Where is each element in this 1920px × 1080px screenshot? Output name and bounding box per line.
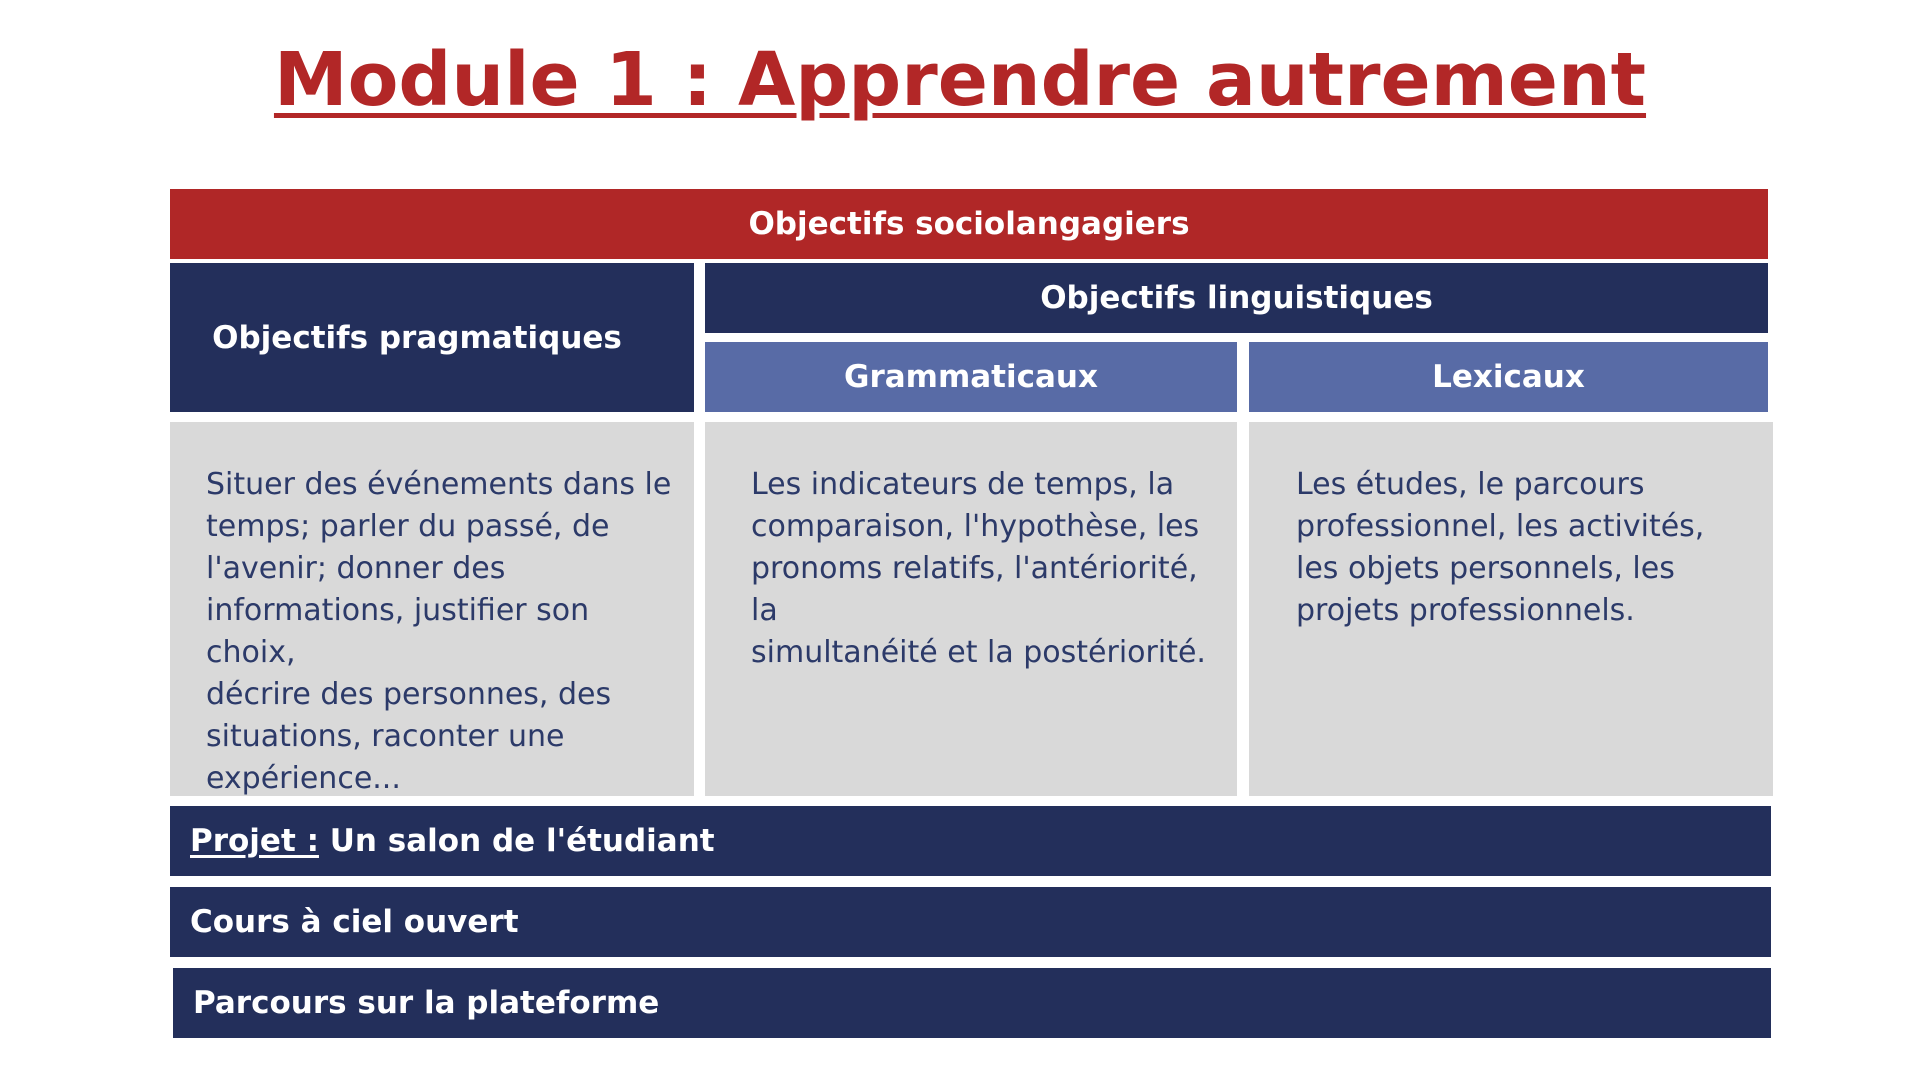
header-objectifs-sociolangagiers: Objectifs sociolangagiers bbox=[170, 189, 1768, 259]
cell-grammaticaux bbox=[705, 422, 1237, 796]
cell-line: temps; parler du passé, de bbox=[206, 509, 610, 544]
cours-bar: Cours à ciel ouvert bbox=[170, 887, 1771, 957]
parcours-bar: Parcours sur la plateforme bbox=[173, 968, 1771, 1038]
cell-line: professionnel, les activités, bbox=[1296, 509, 1705, 544]
cell-line: situations, raconter une bbox=[206, 719, 565, 754]
cell-line: informations, justifier son choix, bbox=[206, 593, 590, 670]
header-grammaticaux: Grammaticaux bbox=[705, 342, 1237, 412]
header-objectifs-pragmatiques: Objectifs pragmatiques bbox=[170, 263, 694, 412]
cell-line: Les études, le parcours bbox=[1296, 467, 1645, 502]
cell-line: comparaison, l'hypothèse, les bbox=[751, 509, 1200, 544]
cell-line: projets professionnels. bbox=[1296, 593, 1635, 628]
projet-label: Projet : bbox=[190, 823, 319, 859]
cell-line: Les indicateurs de temps, la bbox=[751, 467, 1175, 502]
header-objectifs-linguistiques: Objectifs linguistiques bbox=[705, 263, 1768, 333]
cell-lexicaux bbox=[1249, 422, 1773, 796]
cell-pragmatiques bbox=[170, 422, 694, 796]
header-lexicaux: Lexicaux bbox=[1249, 342, 1768, 412]
cell-line: décrire des personnes, des bbox=[206, 677, 612, 712]
projet-value: Un salon de l'étudiant bbox=[318, 823, 715, 859]
cell-line: simultanéité et la postériorité. bbox=[751, 635, 1206, 670]
page-title: Module 1 : Apprendre autrement bbox=[273, 37, 1647, 123]
cell-line: expérience... bbox=[206, 761, 401, 796]
cell-line: les objets personnels, les bbox=[1296, 551, 1675, 586]
cell-line: pronoms relatifs, l'antériorité, la bbox=[751, 551, 1198, 628]
cell-line: l'avenir; donner des bbox=[206, 551, 506, 586]
projet-bar bbox=[170, 806, 1771, 876]
cell-line: Situer des événements dans le bbox=[206, 467, 672, 502]
